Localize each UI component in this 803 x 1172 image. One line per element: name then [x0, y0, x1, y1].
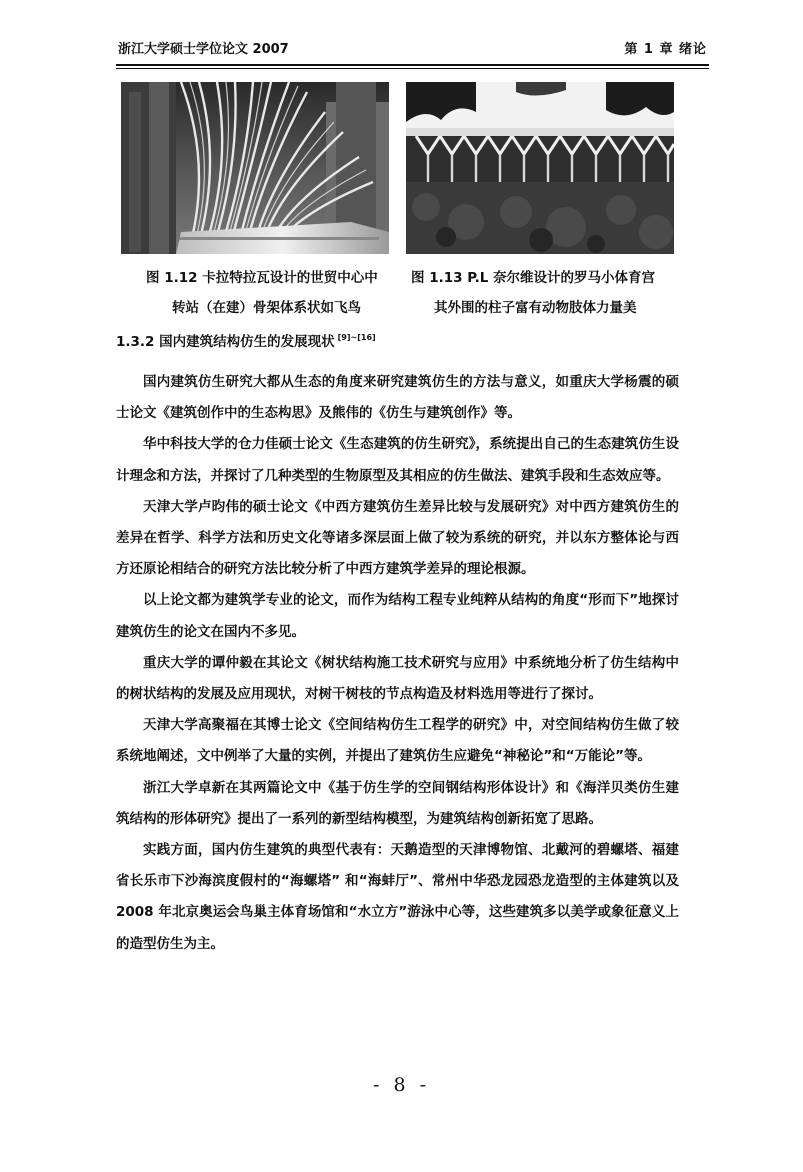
section-heading-text: 1.3.2 国内建筑结构仿生的发展现状	[116, 334, 335, 350]
header-thesis-title: 浙江大学硕士学位论文 2007	[118, 42, 289, 57]
header-rule	[116, 64, 709, 66]
section-citation: [9]~[16]	[337, 333, 376, 342]
header-chapter-title: 第 1 章 绪论	[624, 42, 707, 57]
figure-1-12-caption-line1: 图 1.12 卡拉特拉瓦设计的世贸中心中	[146, 270, 378, 286]
body-text	[116, 367, 679, 960]
paragraph: 天津大学卢昀伟的硕士论文《中西方建筑仿生差异比较与发展研究》对中西方建筑仿生的差异在哲学、科学方法和历史文化等诸多深层面上做了较为系统的研究，并以东方整体论与西方还原论相结合的研究方法比较分析了中西方建筑学差异的理论根源。	[116, 498, 679, 578]
figure-1-13-caption-line1: 图 1.13 P.L 奈尔维设计的罗马小体育宫	[411, 270, 656, 286]
page-number: - 8 -	[372, 1074, 430, 1096]
figure-1-13-photo	[406, 82, 674, 254]
figure-1-12-caption-line2: 转站（在建）骨架体系状如飞鸟	[172, 300, 361, 316]
paragraph: 重庆大学的谭仲毅在其论文《树状结构施工技术研究与应用》中系统地分析了仿生结构中的树状结构的发展及应用现状，对树干树枝的节点构造及材料选用等进行了探讨。	[116, 654, 679, 703]
section-heading	[116, 330, 376, 350]
paragraph: 华中科技大学的仓力佳硕士论文《生态建筑的仿生研究》，系统提出自己的生态建筑仿生设计理念和方法，并探讨了几种类型的生物原型及其相应的仿生做法、建筑手段和生态效应等。	[116, 436, 679, 484]
header-rule-thin	[116, 68, 709, 69]
paragraph: 国内建筑仿生研究大都从生态的角度来研究建筑仿生的方法与意义，如重庆大学杨震的硕士论文《建筑创作中的生态构思》及熊伟的《仿生与建筑创作》等。	[116, 374, 679, 422]
paragraph: 浙江大学卓新在其两篇论文中《基于仿生学的空间钢结构形体设计》和《海洋贝类仿生建筑结构的形体研究》提出了一系列的新型结构模型，为建筑结构创新拓宽了思路。	[116, 779, 679, 827]
paragraph: 以上论文都为建筑学专业的论文，而作为结构工程专业纯粹从结构的角度“形而下”地探讨建筑仿生的论文在国内不多见。	[116, 592, 679, 640]
page-header	[118, 38, 707, 62]
paragraph: 实践方面，国内仿生建筑的典型代表有：天鹅造型的天津博物馆、北戴河的碧螺塔、福建省长乐市下沙海滨度假村的“海螺塔” 和“海蚌厅”、常州中华恐龙园恐龙造型的主体建筑以及 2008 年北京奥运会鸟巢主体育场馆和“水立方”游泳中心等，这些建筑多以美学或象征意义上的造型仿生为主。	[116, 842, 679, 952]
paragraph: 天津大学高聚福在其博士论文《空间结构仿生工程学的研究》中，对空间结构仿生做了较系统地阐述，文中例举了大量的实例，并提出了建筑仿生应避免“神秘论”和“万能论”等。	[116, 717, 679, 765]
figure-1-13-caption-line2: 其外围的柱子富有动物肢体力量美	[434, 300, 637, 316]
figure-1-12-photo	[121, 82, 389, 254]
